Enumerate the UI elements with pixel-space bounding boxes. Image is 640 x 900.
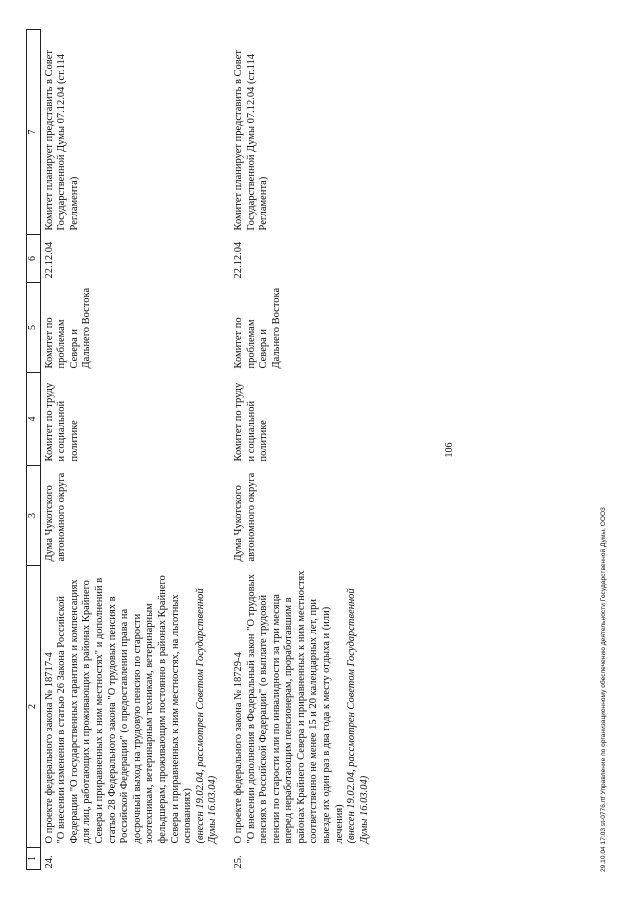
date-cell: 22.12.04 [232, 241, 244, 279]
lead-committee-cell: Комитет по труду и социальной политике [232, 382, 270, 462]
row-number: 25. [232, 855, 244, 869]
column-header: 7 [27, 30, 41, 235]
bill-cell [40, 566, 230, 848]
table-row [40, 30, 230, 870]
co-committee-cell: Комитет по проблемам Севера и Дальнего Востока [232, 287, 282, 369]
initiator-cell: Дума Чукотского автономного округа [232, 472, 257, 562]
bill-description: "О внесении изменения в статью 26 Закона Российской Федерации "О государственных гарантиях и компенсациях для лиц, работающих и проживающих в районах Крайнего Севера и приравненных к ним местностях" и дополнений в статью 28 Федерального закона "О трудовых пенсиях в Российской Федерации" (о предоставлении права на досрочный выход на трудовую пенсию по старости зоотехникам, ветеринарным техникам, ветеринарным фельдшерам, проживающим постоянно в районах Крайнего Севера и приравненных к ним местностях, на льготных основаниях) [56, 575, 194, 844]
column-header: 4 [27, 373, 41, 466]
column-header: 2 [27, 566, 41, 848]
initiator-cell: Дума Чукотского автономного округа [43, 472, 68, 562]
status-cell: Комитет планирует представить в Совет Государственной Думы 07.12.04 (ст.114 Регламента) [43, 50, 80, 231]
table-row [230, 30, 382, 870]
column-header: 6 [27, 235, 41, 283]
bill-description: "О внесении дополнения в Федеральный закон "О трудовых пенсиях в Российской Федерации" (о выплате трудовой пенсии по старости или по инвалидности за три месяца вперед неработающим пенсионерам, проработавшим в районах Крайнего Севера и приравненных к ним местностях соответственно не менее 15 и 20 календарных лет, при выезде их один раз в два года к месту отдыха и (или) лечения) [245, 570, 345, 844]
bill-note: (внесен 19.02.04, рассмотрен Советом Государственной Думы 16.03.04) [194, 588, 219, 844]
bill-cell [230, 566, 382, 848]
column-header: 3 [27, 466, 41, 566]
bill-note: (внесен 19.02.04, рассмотрен Советом Государственной Думы 16.03.04) [346, 588, 370, 844]
co-committee-cell: Комитет по проблемам Севера и Дальнего Востока [43, 287, 93, 369]
lead-committee-cell: Комитет по труду и социальной политике [43, 382, 80, 462]
row-number: 24. [43, 855, 55, 869]
header-row [27, 30, 41, 870]
page-number: 106 [444, 442, 455, 458]
status-cell: Комитет планирует представить в Совет Государственной Думы 07.12.04 (ст.114 Регламента) [232, 50, 270, 231]
date-cell: 22.12.04 [43, 241, 55, 279]
footer-text: 29.10.04 17:03 st-0776.rtf Управление по организационному обеспечению деятельности Государственной Думы, ООО3 [600, 507, 607, 872]
bill-title: О проекте федерального закона № 18717-4 [43, 652, 55, 844]
bill-title: О проекте федерального закона № 18729-4 [232, 652, 244, 844]
column-header: 5 [27, 283, 41, 373]
column-header: 1 [27, 848, 41, 870]
bills-table [26, 29, 381, 870]
